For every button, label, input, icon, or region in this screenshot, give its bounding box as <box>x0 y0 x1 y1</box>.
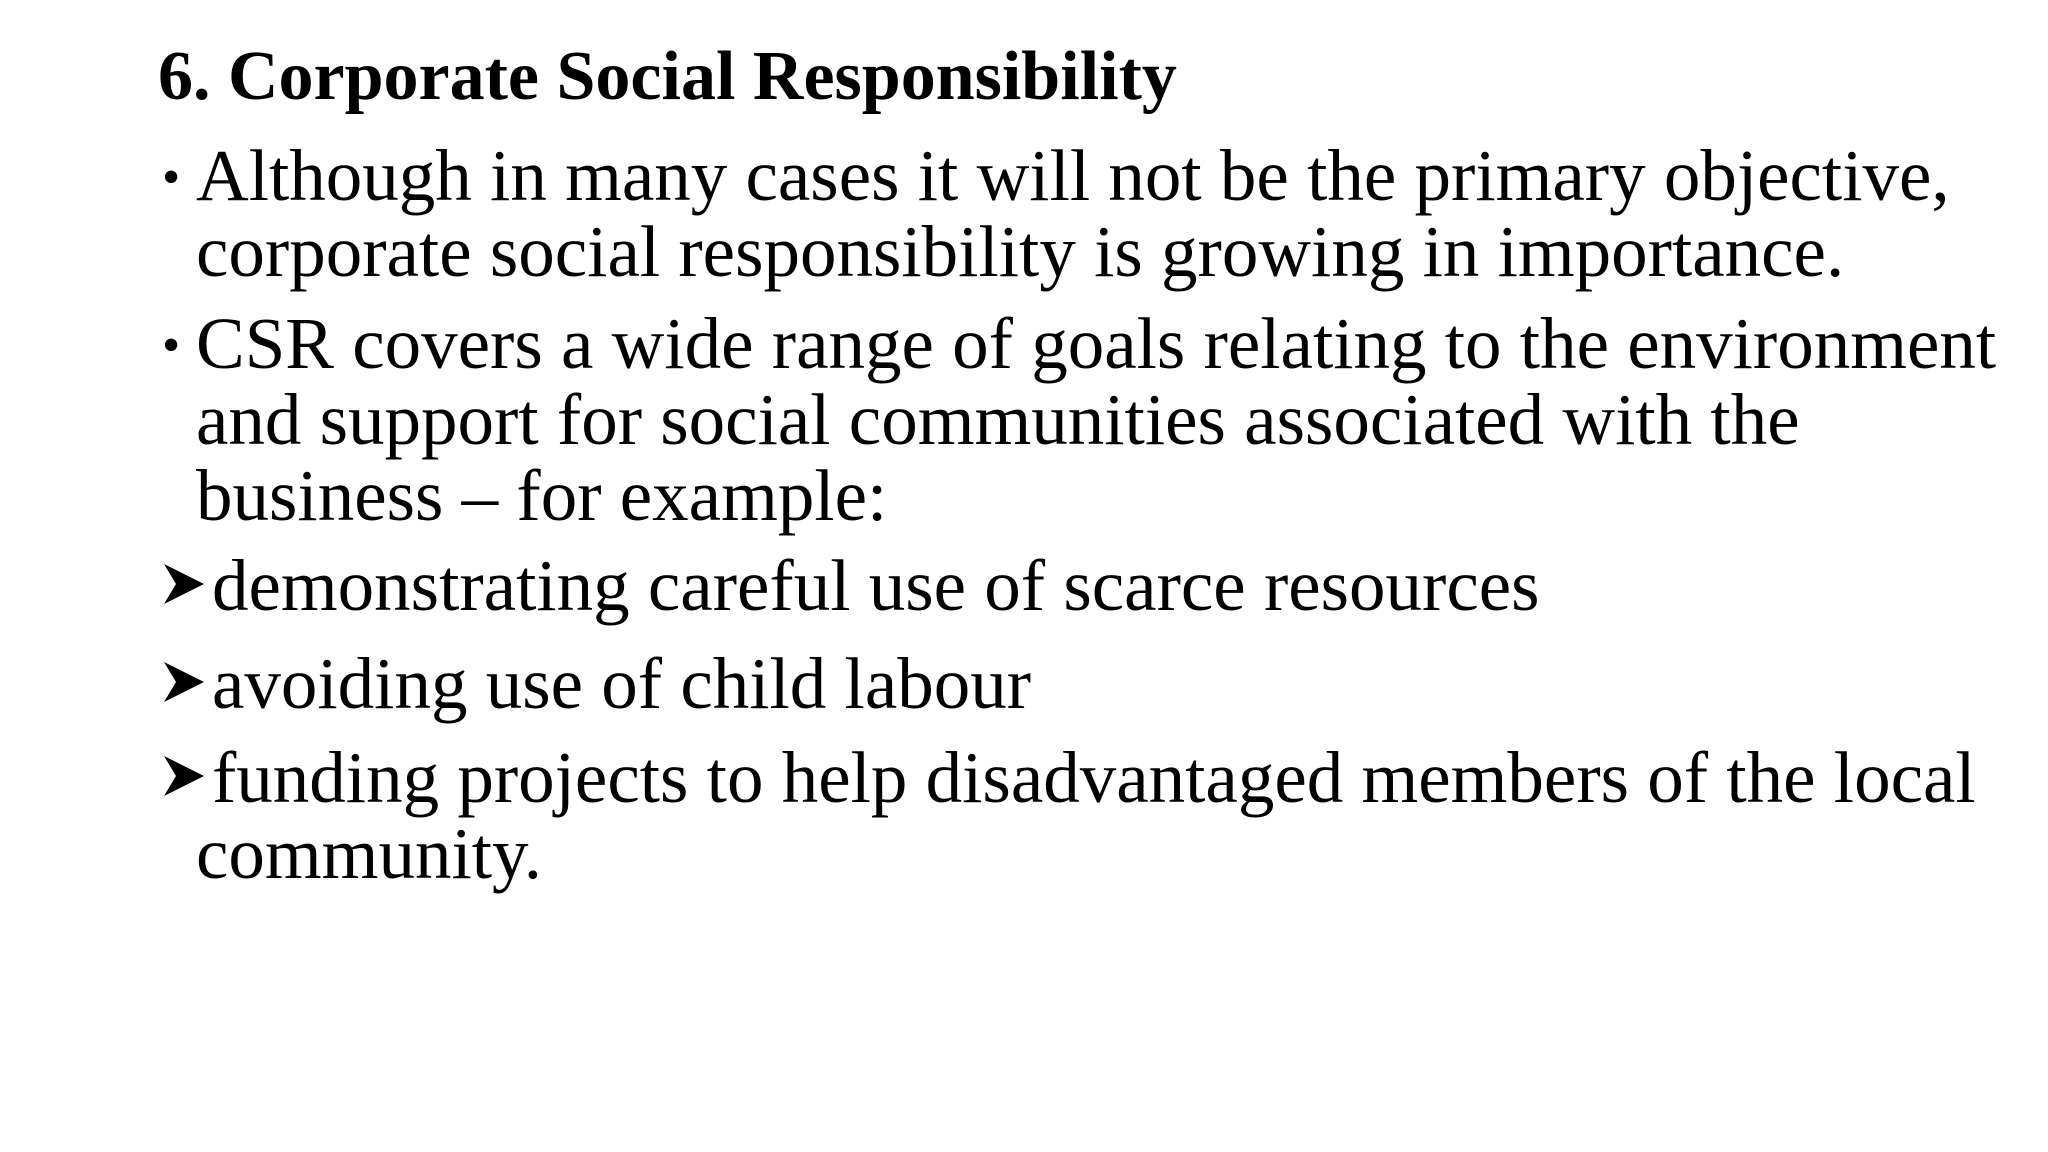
bullet-line: and support for social communities associated with the <box>196 379 1800 460</box>
sub-item-text: demonstrating careful use of scarce resources <box>212 545 1540 626</box>
sub-item-text-continued: community. <box>196 813 543 894</box>
sub-list-item <box>158 643 1958 724</box>
slide-title: 6. Corporate Social Responsibility <box>158 38 1177 115</box>
arrowhead-bullet-icon <box>162 562 206 606</box>
sub-list-item <box>158 737 1976 894</box>
arrowhead-bullet-icon <box>162 754 206 798</box>
bullet-line: corporate social responsibility is growing in importance. <box>196 211 1845 292</box>
arrowhead-bullet-icon <box>162 660 206 704</box>
bullet-line: Although in many cases it will not be the primary objective, <box>196 135 1950 216</box>
bullet-item <box>158 135 1950 292</box>
sub-item-text: funding projects to help disadvantaged members of the local <box>212 737 1976 818</box>
bullet-text <box>158 303 1997 536</box>
bullet-item <box>158 303 1997 536</box>
sub-item-text: avoiding use of child labour <box>212 643 1032 724</box>
bullet-line: CSR covers a wide range of goals relating to the environment <box>196 303 1997 384</box>
bullet-line: business – for example: <box>196 455 888 536</box>
bullet-dot-icon: • <box>162 317 181 374</box>
bullet-dot-icon: • <box>162 149 181 206</box>
sub-list-item <box>158 545 1958 626</box>
bullet-text <box>158 135 1950 292</box>
